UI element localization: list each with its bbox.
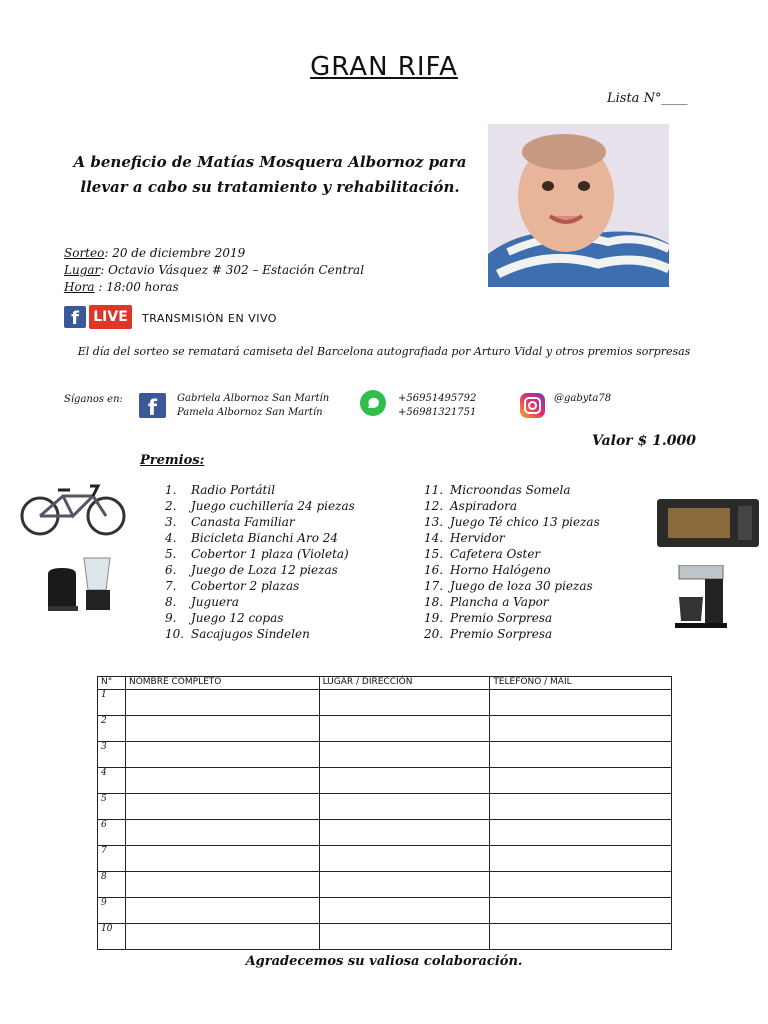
baby-photo xyxy=(488,124,669,287)
table-row xyxy=(98,716,672,742)
beneficiary-text: A beneficio de Matías Mosquera Albornoz para llevar a cabo su tratamiento y rehabilitación. xyxy=(73,153,467,196)
prize-name: Juego Té chico 13 piezas xyxy=(450,515,600,529)
name-cell[interactable] xyxy=(125,820,319,846)
detail-sorteo xyxy=(64,246,245,260)
prize-number: 11. xyxy=(424,483,444,497)
prizes-list-right xyxy=(424,482,600,642)
phone-cell[interactable] xyxy=(490,846,672,872)
page-title: GRAN RIFA xyxy=(310,52,458,82)
name-cell[interactable] xyxy=(125,716,319,742)
prize-name: Juego cuchillería 24 piezas xyxy=(191,499,355,513)
bicycle-image xyxy=(18,478,130,542)
address-cell[interactable] xyxy=(319,690,490,716)
prize-name: Sacajugos Sindelen xyxy=(191,627,310,641)
facebook-icon: f xyxy=(64,306,86,328)
detail-hora xyxy=(64,280,179,294)
prize-name: Juego de loza 30 piezas xyxy=(450,579,593,593)
list-item xyxy=(165,594,355,610)
row-number: 8 xyxy=(98,872,126,898)
address-cell[interactable] xyxy=(319,872,490,898)
list-item xyxy=(424,578,600,594)
table-row xyxy=(98,794,672,820)
prize-name: Bicicleta Bianchi Aro 24 xyxy=(191,531,339,545)
facebook-icon: f xyxy=(139,393,166,418)
detail-label: Lugar xyxy=(64,263,101,277)
column-header: LUGAR / DIRECCIÓN xyxy=(319,677,490,690)
registration-table xyxy=(97,676,672,950)
prize-number: 17. xyxy=(424,579,444,593)
prize-name: Premio Sorpresa xyxy=(450,627,553,641)
list-item xyxy=(165,530,355,546)
table-row xyxy=(98,690,672,716)
list-item xyxy=(165,610,355,626)
name-cell[interactable] xyxy=(125,794,319,820)
prize-number: 5. xyxy=(165,547,177,561)
list-item xyxy=(424,482,600,498)
prize-number: 14. xyxy=(424,531,444,545)
prize-number: 19. xyxy=(424,611,444,625)
table-row xyxy=(98,898,672,924)
prize-number: 3. xyxy=(165,515,177,529)
list-item xyxy=(424,498,600,514)
row-number: 3 xyxy=(98,742,126,768)
name-cell[interactable] xyxy=(125,872,319,898)
prize-number: 6. xyxy=(165,563,177,577)
table-row xyxy=(98,924,672,950)
detail-value: : 20 de diciembre 2019 xyxy=(104,246,246,260)
prize-name: Canasta Familiar xyxy=(191,515,295,529)
facebook-name: Gabriela Albornoz San Martín xyxy=(177,393,330,404)
prize-name: Cobertor 2 plazas xyxy=(191,579,300,593)
row-number: 10 xyxy=(98,924,126,950)
list-item xyxy=(165,562,355,578)
row-number: 9 xyxy=(98,898,126,924)
table-row xyxy=(98,820,672,846)
prize-number: 2. xyxy=(165,499,177,513)
address-cell[interactable] xyxy=(319,742,490,768)
phone-cell[interactable] xyxy=(490,820,672,846)
phone-cell[interactable] xyxy=(490,924,672,950)
phone-cell[interactable] xyxy=(490,742,672,768)
phone-number: +56981321751 xyxy=(398,407,477,418)
list-item xyxy=(165,626,355,642)
prize-name: Radio Portátil xyxy=(191,483,276,497)
prize-number: 12. xyxy=(424,499,444,513)
phone-cell[interactable] xyxy=(490,716,672,742)
list-item xyxy=(424,530,600,546)
prize-name: Juego 12 copas xyxy=(191,611,284,625)
phone-number: +56951495792 xyxy=(398,393,477,404)
prize-name: Aspiradora xyxy=(450,499,518,513)
prize-name: Premio Sorpresa xyxy=(450,611,553,625)
prize-name: Microondas Somela xyxy=(450,483,571,497)
address-cell[interactable] xyxy=(319,794,490,820)
phone-cell[interactable] xyxy=(490,898,672,924)
instagram-icon xyxy=(520,393,545,418)
prize-number: 16. xyxy=(424,563,444,577)
prize-number: 18. xyxy=(424,595,444,609)
kettle-blender-image xyxy=(44,554,116,618)
table-row xyxy=(98,768,672,794)
prize-name: Horno Halógeno xyxy=(450,563,551,577)
name-cell[interactable] xyxy=(125,742,319,768)
address-cell[interactable] xyxy=(319,768,490,794)
column-header: NOMBRE COMPLETO xyxy=(125,677,319,690)
detail-lugar xyxy=(64,263,364,277)
prize-number: 1. xyxy=(165,483,177,497)
prize-number: 4. xyxy=(165,531,177,545)
list-item xyxy=(424,626,600,642)
detail-label: Sorteo xyxy=(64,246,105,260)
auction-text: El día del sorteo se rematará camiseta del Barcelona autografiada por Arturo Vidal y otros premios sorpresas xyxy=(77,345,691,358)
row-number: 4 xyxy=(98,768,126,794)
lista-number: Lista N°____ xyxy=(607,91,688,106)
table-header-row xyxy=(98,677,672,690)
row-number: 6 xyxy=(98,820,126,846)
prize-name: Plancha a Vapor xyxy=(450,595,549,609)
prize-number: 20. xyxy=(424,627,444,641)
address-cell[interactable] xyxy=(319,820,490,846)
phone-cell[interactable] xyxy=(490,872,672,898)
phone-cell[interactable] xyxy=(490,690,672,716)
list-item xyxy=(165,578,355,594)
address-cell[interactable] xyxy=(319,898,490,924)
table-row xyxy=(98,742,672,768)
prize-number: 7. xyxy=(165,579,177,593)
prizes-list-left xyxy=(165,482,355,642)
list-item xyxy=(165,514,355,530)
row-number: 7 xyxy=(98,846,126,872)
column-header: N° xyxy=(98,677,126,690)
facebook-name: Pamela Albornoz San Martín xyxy=(177,407,323,418)
whatsapp-icon xyxy=(360,390,386,416)
prize-name: Hervidor xyxy=(450,531,505,545)
follow-label: Síganos en: xyxy=(64,394,123,405)
row-number: 5 xyxy=(98,794,126,820)
prize-name: Cafetera Oster xyxy=(450,547,541,561)
coffee-maker-image xyxy=(675,565,727,632)
list-item xyxy=(165,482,355,498)
name-cell[interactable] xyxy=(125,924,319,950)
microwave-image xyxy=(656,498,760,552)
prize-number: 8. xyxy=(165,595,177,609)
list-item xyxy=(165,498,355,514)
prize-number: 15. xyxy=(424,547,444,561)
prize-name: Cobertor 1 plaza (Violeta) xyxy=(191,547,349,561)
row-number: 2 xyxy=(98,716,126,742)
detail-value: : Octavio Vásquez # 302 – Estación Central xyxy=(100,263,365,277)
address-cell[interactable] xyxy=(319,846,490,872)
prizes-heading: Premios: xyxy=(140,453,205,468)
detail-value: : 18:00 horas xyxy=(94,280,179,294)
prize-number: 13. xyxy=(424,515,444,529)
instagram-handle: @gabyta78 xyxy=(554,393,612,404)
table-row xyxy=(98,872,672,898)
list-item xyxy=(424,562,600,578)
list-item xyxy=(424,610,600,626)
name-cell[interactable] xyxy=(125,768,319,794)
prize-number: 10. xyxy=(165,627,185,641)
thanks-text: Agradecemos su valiosa colaboración. xyxy=(245,954,523,969)
table-row xyxy=(98,846,672,872)
detail-label: Hora xyxy=(64,280,95,294)
prize-name: Juego de Loza 12 piezas xyxy=(191,563,338,577)
name-cell[interactable] xyxy=(125,898,319,924)
phone-cell[interactable] xyxy=(490,768,672,794)
name-cell[interactable] xyxy=(125,846,319,872)
row-number: 1 xyxy=(98,690,126,716)
list-item xyxy=(424,594,600,610)
live-transmission-text: TRANSMISIÓN EN VIVO xyxy=(142,312,277,325)
list-item xyxy=(424,546,600,562)
price: Valor $ 1.000 xyxy=(592,433,697,449)
prize-number: 9. xyxy=(165,611,177,625)
phone-cell[interactable] xyxy=(490,794,672,820)
list-item xyxy=(424,514,600,530)
prize-name: Juguera xyxy=(191,595,239,609)
address-cell[interactable] xyxy=(319,924,490,950)
column-header: TELÉFONO / MAIL xyxy=(490,677,672,690)
name-cell[interactable] xyxy=(125,690,319,716)
live-badge: LIVE xyxy=(89,305,132,329)
list-item xyxy=(165,546,355,562)
address-cell[interactable] xyxy=(319,716,490,742)
